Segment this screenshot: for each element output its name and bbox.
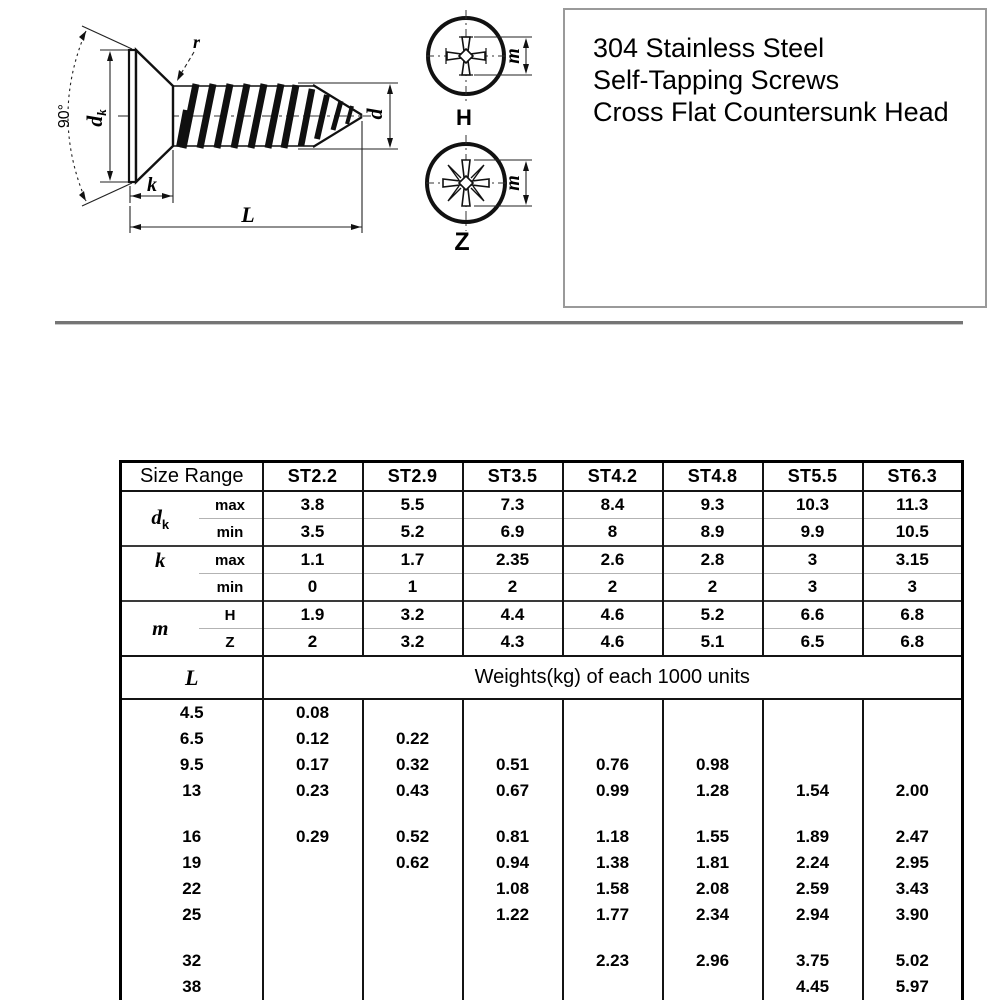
spacer-cell xyxy=(863,804,963,824)
length-value: 22 xyxy=(182,879,202,898)
weight-value-ST2.9: 0.22 xyxy=(363,726,463,752)
weight-value-ST3.5: 0.94 xyxy=(463,850,563,876)
spec-table-body xyxy=(121,462,963,1000)
weight-value-ST4.2 xyxy=(563,726,663,752)
dim-value-ST5.5: 3 xyxy=(763,574,863,602)
dim-symbol-d: $d_k$ xyxy=(121,491,199,546)
weight-row-L32 xyxy=(121,948,963,974)
dim-value-ST2.9: 5.5 xyxy=(363,491,463,519)
weight-value-ST6.3: 5.02 xyxy=(863,948,963,974)
weight-value-ST4.8: 2.08 xyxy=(663,876,763,902)
spec-table xyxy=(119,460,964,1000)
spacer-cell xyxy=(763,804,863,824)
weights-spacer-row xyxy=(121,804,963,824)
spacer-cell xyxy=(663,804,763,824)
dim-value-ST5.5: 6.5 xyxy=(763,629,863,657)
length-value: 16 xyxy=(182,827,202,846)
dim-value-ST5.5: 9.9 xyxy=(763,519,863,547)
dim-value-ST4.8: 5.1 xyxy=(663,629,763,657)
size-col-header-ST2.2: ST2.2 xyxy=(263,462,363,492)
length-label: L xyxy=(241,202,255,227)
weight-value-ST6.3: 3.90 xyxy=(863,902,963,928)
dim-value-ST6.3: 3 xyxy=(863,574,963,602)
weight-value-ST6.3: 2.95 xyxy=(863,850,963,876)
weight-row-L16 xyxy=(121,824,963,850)
dim-value-ST3.5: 2 xyxy=(463,574,563,602)
spacer-cell xyxy=(863,928,963,948)
dim-row-m-Z xyxy=(121,629,963,657)
dim-sublabel-min: min xyxy=(199,574,263,602)
recess-depth-label-z: m xyxy=(502,175,524,191)
weight-value-ST2.2 xyxy=(263,850,363,876)
weight-value-ST2.9 xyxy=(363,974,463,1000)
dim-value-ST2.2: 1.1 xyxy=(263,546,363,574)
spacer-cell xyxy=(121,804,263,824)
dim-symbol-k: k xyxy=(121,546,199,601)
weight-value-ST4.2: 1.58 xyxy=(563,876,663,902)
head-height-label: k xyxy=(147,174,157,196)
dim-value-ST2.2: 0 xyxy=(263,574,363,602)
dim-value-ST4.2: 2.6 xyxy=(563,546,663,574)
weights-caption-row xyxy=(121,656,963,699)
weight-value-ST5.5: 3.75 xyxy=(763,948,863,974)
weight-value-ST3.5 xyxy=(463,699,563,726)
length-value: 6.5 xyxy=(179,729,204,748)
length-symbol: L xyxy=(121,656,263,699)
weight-value-ST5.5: 2.24 xyxy=(763,850,863,876)
weight-value-ST6.3 xyxy=(863,699,963,726)
weight-value-ST4.2: 1.77 xyxy=(563,902,663,928)
length-value: 38 xyxy=(182,977,202,996)
dim-value-ST4.2: 4.6 xyxy=(563,629,663,657)
weight-row-L22 xyxy=(121,876,963,902)
spacer-cell xyxy=(463,928,563,948)
dim-value-ST2.9: 1.7 xyxy=(363,546,463,574)
dim-sublabel-max: max xyxy=(199,546,263,574)
weight-value-ST2.2: 0.29 xyxy=(263,824,363,850)
size-range-header: Size Range xyxy=(121,462,263,492)
dim-value-ST2.9: 5.2 xyxy=(363,519,463,547)
weight-value-ST6.3: 2.47 xyxy=(863,824,963,850)
weight-value-ST2.9 xyxy=(363,902,463,928)
weight-value-ST4.2: 0.99 xyxy=(563,778,663,804)
weight-row-L9.5 xyxy=(121,752,963,778)
length-value: 13 xyxy=(182,781,202,800)
length-value: 19 xyxy=(182,853,202,872)
weight-value-ST5.5: 2.59 xyxy=(763,876,863,902)
dim-row-k-max xyxy=(121,546,963,574)
dim-value-ST4.2: 2 xyxy=(563,574,663,602)
weight-value-ST3.5: 0.81 xyxy=(463,824,563,850)
weight-row-L25 xyxy=(121,902,963,928)
title-line-3: Cross Flat Countersunk Head xyxy=(593,97,949,127)
fillet-radius-label: r xyxy=(193,32,201,52)
weight-value-ST6.3: 5.97 xyxy=(863,974,963,1000)
dim-value-ST6.3: 6.8 xyxy=(863,601,963,629)
weight-value-ST2.9 xyxy=(363,876,463,902)
weight-value-ST5.5 xyxy=(763,752,863,778)
weight-value-ST4.2: 1.38 xyxy=(563,850,663,876)
weight-value-ST5.5 xyxy=(763,699,863,726)
dim-value-ST2.2: 2 xyxy=(263,629,363,657)
dim-value-ST3.5: 6.9 xyxy=(463,519,563,547)
pozidriv-star-icon xyxy=(443,160,489,206)
size-col-header-ST6.3: ST6.3 xyxy=(863,462,963,492)
dim-value-ST4.8: 5.2 xyxy=(663,601,763,629)
weight-value-ST4.8 xyxy=(663,974,763,1000)
section-divider xyxy=(55,321,963,325)
weight-value-ST5.5: 2.94 xyxy=(763,902,863,928)
dim-row-k-min xyxy=(121,574,963,602)
spacer-cell xyxy=(263,804,363,824)
dim-symbol-m: m xyxy=(121,601,199,656)
dim-sublabel-H: H xyxy=(199,601,263,629)
spacer-cell xyxy=(363,804,463,824)
weight-value-ST4.2: 2.23 xyxy=(563,948,663,974)
spacer-cell xyxy=(263,928,363,948)
weight-value-ST2.2: 0.12 xyxy=(263,726,363,752)
dim-value-ST4.8: 8.9 xyxy=(663,519,763,547)
weight-value-ST2.9 xyxy=(363,948,463,974)
phillips-recess-label: H xyxy=(456,105,472,130)
weight-value-ST2.2 xyxy=(263,974,363,1000)
weight-value-ST2.9: 0.32 xyxy=(363,752,463,778)
length-value: 32 xyxy=(182,951,202,970)
weight-value-ST4.8: 2.96 xyxy=(663,948,763,974)
weight-value-ST5.5: 1.89 xyxy=(763,824,863,850)
weight-value-ST4.8: 1.81 xyxy=(663,850,763,876)
dim-value-ST4.2: 8.4 xyxy=(563,491,663,519)
dim-sublabel-max: max xyxy=(199,491,263,519)
dim-value-ST4.8: 2 xyxy=(663,574,763,602)
weight-value-ST4.8 xyxy=(663,726,763,752)
screw-technical-drawing xyxy=(0,0,560,310)
dim-value-ST4.8: 9.3 xyxy=(663,491,763,519)
weights-caption: Weights(kg) of each 1000 units xyxy=(263,656,963,699)
dim-value-ST3.5: 4.4 xyxy=(463,601,563,629)
size-col-header-ST3.5: ST3.5 xyxy=(463,462,563,492)
weight-value-ST2.2 xyxy=(263,948,363,974)
dim-row-m-H xyxy=(121,601,963,629)
spec-table-wrap xyxy=(119,460,964,1000)
weight-row-L19 xyxy=(121,850,963,876)
head-diameter-label: dk xyxy=(82,109,109,127)
weight-value-ST6.3 xyxy=(863,726,963,752)
dim-value-ST5.5: 6.6 xyxy=(763,601,863,629)
weight-row-L13 xyxy=(121,778,963,804)
dim-value-ST5.5: 3 xyxy=(763,546,863,574)
product-title-box xyxy=(563,8,987,308)
weight-value-ST3.5: 0.51 xyxy=(463,752,563,778)
spacer-cell xyxy=(763,928,863,948)
size-col-header-ST4.2: ST4.2 xyxy=(563,462,663,492)
weight-value-ST3.5 xyxy=(463,726,563,752)
weight-value-ST6.3 xyxy=(863,752,963,778)
weight-value-ST3.5 xyxy=(463,948,563,974)
spacer-cell xyxy=(463,804,563,824)
length-value: 9.5 xyxy=(179,755,204,774)
size-col-header-ST4.8: ST4.8 xyxy=(663,462,763,492)
weight-value-ST4.2: 0.76 xyxy=(563,752,663,778)
spacer-cell xyxy=(563,804,663,824)
dim-row-d-min xyxy=(121,519,963,547)
dim-value-ST5.5: 10.3 xyxy=(763,491,863,519)
dim-value-ST4.2: 8 xyxy=(563,519,663,547)
dim-sublabel-Z: Z xyxy=(199,629,263,657)
size-col-header-ST2.9: ST2.9 xyxy=(363,462,463,492)
weight-value-ST2.9 xyxy=(363,699,463,726)
title-line-2: Self-Tapping Screws xyxy=(593,65,840,95)
weight-value-ST6.3: 2.00 xyxy=(863,778,963,804)
angle-90-label: 90° xyxy=(56,103,73,129)
spacer-cell xyxy=(563,928,663,948)
dim-value-ST6.3: 11.3 xyxy=(863,491,963,519)
dim-row-d-max xyxy=(121,491,963,519)
dim-value-ST2.9: 3.2 xyxy=(363,601,463,629)
weight-value-ST4.8: 0.98 xyxy=(663,752,763,778)
weight-value-ST5.5 xyxy=(763,726,863,752)
dim-value-ST6.3: 10.5 xyxy=(863,519,963,547)
weight-value-ST6.3: 3.43 xyxy=(863,876,963,902)
weight-value-ST2.9: 0.52 xyxy=(363,824,463,850)
weight-row-L38 xyxy=(121,974,963,1000)
weight-value-ST5.5: 4.45 xyxy=(763,974,863,1000)
weight-value-ST3.5: 1.22 xyxy=(463,902,563,928)
dim-value-ST2.9: 1 xyxy=(363,574,463,602)
title-line-1: 304 Stainless Steel xyxy=(593,33,825,63)
dim-value-ST3.5: 7.3 xyxy=(463,491,563,519)
weight-value-ST3.5: 1.08 xyxy=(463,876,563,902)
weight-value-ST5.5: 1.54 xyxy=(763,778,863,804)
weight-value-ST4.2 xyxy=(563,974,663,1000)
spacer-cell xyxy=(363,928,463,948)
spacer-cell xyxy=(121,928,263,948)
dim-sublabel-min: min xyxy=(199,519,263,547)
size-col-header-ST5.5: ST5.5 xyxy=(763,462,863,492)
weight-value-ST3.5 xyxy=(463,974,563,1000)
length-value: 25 xyxy=(182,905,202,924)
dim-value-ST2.2: 1.9 xyxy=(263,601,363,629)
dim-value-ST3.5: 4.3 xyxy=(463,629,563,657)
weight-value-ST2.2: 0.23 xyxy=(263,778,363,804)
spacer-cell xyxy=(663,928,763,948)
weight-value-ST4.8: 1.28 xyxy=(663,778,763,804)
dim-value-ST2.2: 3.5 xyxy=(263,519,363,547)
weights-spacer-row xyxy=(121,928,963,948)
weight-value-ST4.2 xyxy=(563,699,663,726)
dim-value-ST6.3: 6.8 xyxy=(863,629,963,657)
recess-depth-label-h: m xyxy=(502,48,524,64)
pozidriv-recess-label: Z xyxy=(454,228,470,256)
weight-row-L6.5 xyxy=(121,726,963,752)
dim-value-ST4.8: 2.8 xyxy=(663,546,763,574)
weight-value-ST4.8: 2.34 xyxy=(663,902,763,928)
weight-value-ST2.2: 0.17 xyxy=(263,752,363,778)
dim-value-ST2.9: 3.2 xyxy=(363,629,463,657)
dim-value-ST3.5: 2.35 xyxy=(463,546,563,574)
dim-value-ST2.2: 3.8 xyxy=(263,491,363,519)
shank-diameter-label: d xyxy=(362,108,387,120)
weight-value-ST2.2: 0.08 xyxy=(263,699,363,726)
weight-value-ST2.9: 0.62 xyxy=(363,850,463,876)
weight-value-ST4.8 xyxy=(663,699,763,726)
weight-row-L4.5 xyxy=(121,699,963,726)
weight-value-ST4.8: 1.55 xyxy=(663,824,763,850)
weight-value-ST3.5: 0.67 xyxy=(463,778,563,804)
dim-value-ST6.3: 3.15 xyxy=(863,546,963,574)
dim-value-ST4.2: 4.6 xyxy=(563,601,663,629)
weight-value-ST2.2 xyxy=(263,876,363,902)
length-value: 4.5 xyxy=(179,703,204,722)
table-header-row xyxy=(121,462,963,492)
weight-value-ST2.2 xyxy=(263,902,363,928)
weight-value-ST4.2: 1.18 xyxy=(563,824,663,850)
weight-value-ST2.9: 0.43 xyxy=(363,778,463,804)
